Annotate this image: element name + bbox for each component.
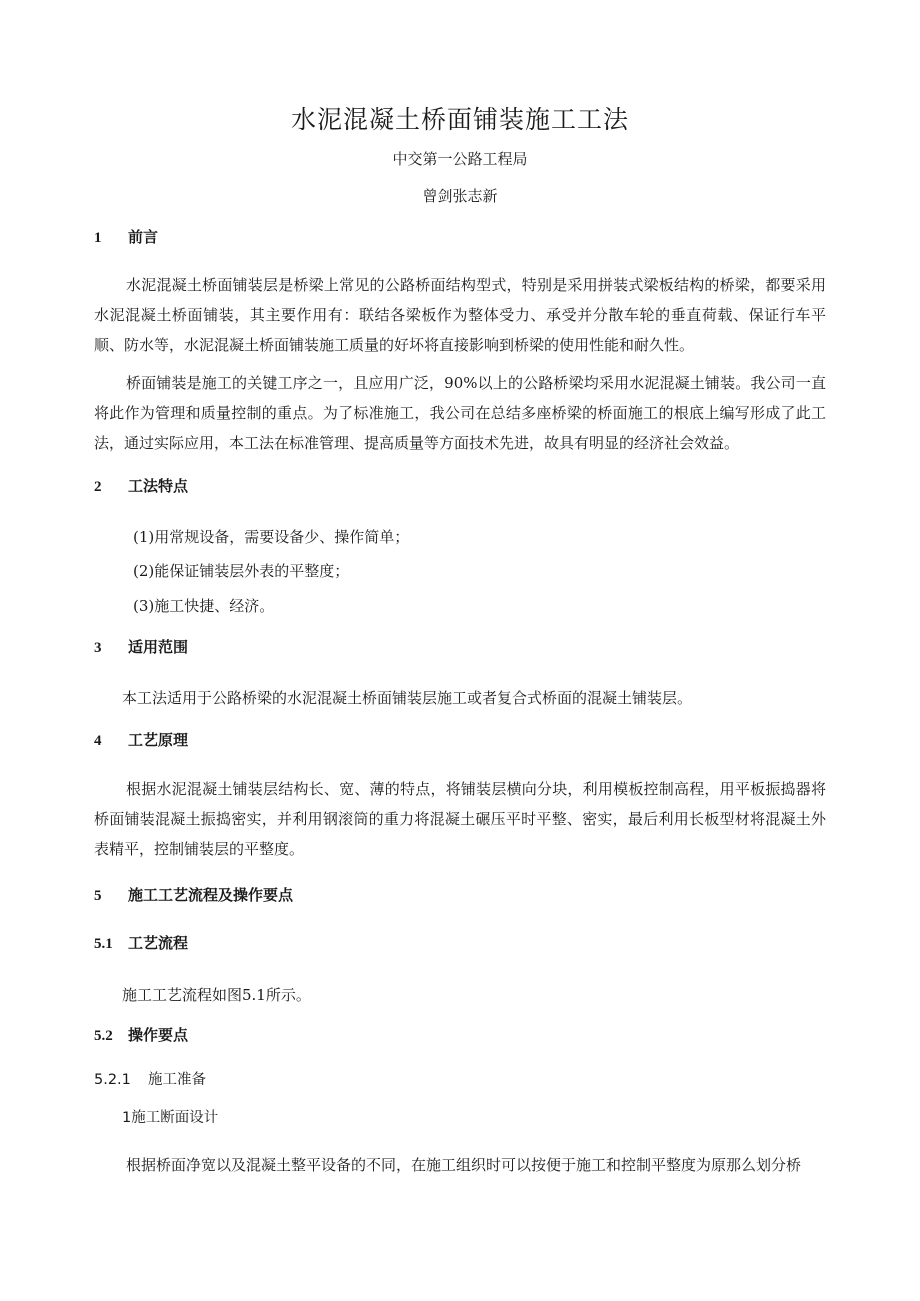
section-title: 施工准备 (148, 1072, 206, 1088)
section-number: 5.2.1 (94, 1072, 131, 1088)
section-1-heading (94, 226, 158, 247)
section-title: 工艺原理 (128, 731, 189, 749)
paragraph-flow: 施工工艺流程如图5.1所示。 (122, 986, 311, 1004)
section-number: 2 (94, 479, 102, 495)
section-title: 适用范围 (128, 638, 189, 656)
paragraph-scope: 本工法适用于公路桥梁的水泥混凝土桥面铺装层施工或者复合式桥面的混凝土铺装层。 (122, 689, 693, 707)
section-number: 5.1 (94, 936, 113, 952)
section-5-2-1-heading (94, 1068, 206, 1089)
section-4-heading (94, 729, 188, 750)
section-title: 施工工艺流程及操作要点 (128, 886, 294, 904)
document-title: 水泥混凝土桥面铺装施工工法 (290, 105, 629, 134)
feature-item-1: (1)用常规设备，需要设备少、操作简单； (133, 528, 410, 546)
section-number: 3 (94, 640, 102, 656)
organization: 中交第一公路工程局 (392, 150, 528, 168)
section-5-heading (94, 884, 293, 905)
paragraph-principle: 根据水泥混凝土铺装层结构长、宽、薄的特点，将铺装层横向分块，利用模板控制高程，用平板振捣器将桥面铺装混凝土振捣密实，并利用钢滚筒的重力将混凝土碾压平时平整、密实，最后利用长板型材将混凝土外表精平，控制铺装层的平整度。 (94, 780, 826, 858)
section-3-heading (94, 636, 188, 657)
paragraph-intro-2: 桥面铺装是施工的关键工序之一，且应用广泛，90%以上的公路桥梁均采用水泥混凝土铺装。我公司一直将此作为管理和质量控制的重点。为了标准施工，我公司在总结多座桥梁的桥面施工的根底上编写形成了此工法，通过实际应用，本工法在标准管理、提高质量等方面技术先进，故具有明显的经济社会效益。 (94, 374, 826, 452)
section-number: 1 (94, 230, 102, 246)
section-5-2-heading (94, 1024, 188, 1045)
paragraph-cross-section: 根据桥面净宽以及混凝土整平设备的不同，在施工组织时可以按便于施工和控制平整度为原那么划分桥 (126, 1156, 802, 1174)
feature-item-2: (2)能保证铺装层外表的平整度； (133, 562, 350, 580)
section-number: 5 (94, 888, 102, 904)
section-title: 工艺流程 (128, 934, 189, 952)
section-2-heading (94, 475, 188, 496)
subsection-cross-section-design: 1施工断面设计 (122, 1110, 219, 1126)
authors: 曾剑张志新 (422, 187, 498, 205)
section-5-1-heading (94, 932, 188, 953)
section-number: 4 (94, 733, 102, 749)
section-number: 5.2 (94, 1028, 113, 1044)
paragraph-intro-1: 水泥混凝土桥面铺装层是桥梁上常见的公路桥面结构型式，特别是采用拼装式梁板结构的桥梁，都要采用水泥混凝土桥面铺装，其主要作用有：联结各梁板作为整体受力、承受并分散车轮的垂直荷载、保证行车平顺、防水等，水泥混凝土桥面铺装施工质量的好坏将直接影响到桥梁的使用性能和耐久性。 (94, 276, 826, 354)
section-title: 操作要点 (128, 1026, 189, 1044)
section-title: 工法特点 (128, 477, 189, 495)
section-title: 前言 (128, 228, 159, 246)
feature-item-3: (3)施工快捷、经济。 (133, 597, 275, 615)
